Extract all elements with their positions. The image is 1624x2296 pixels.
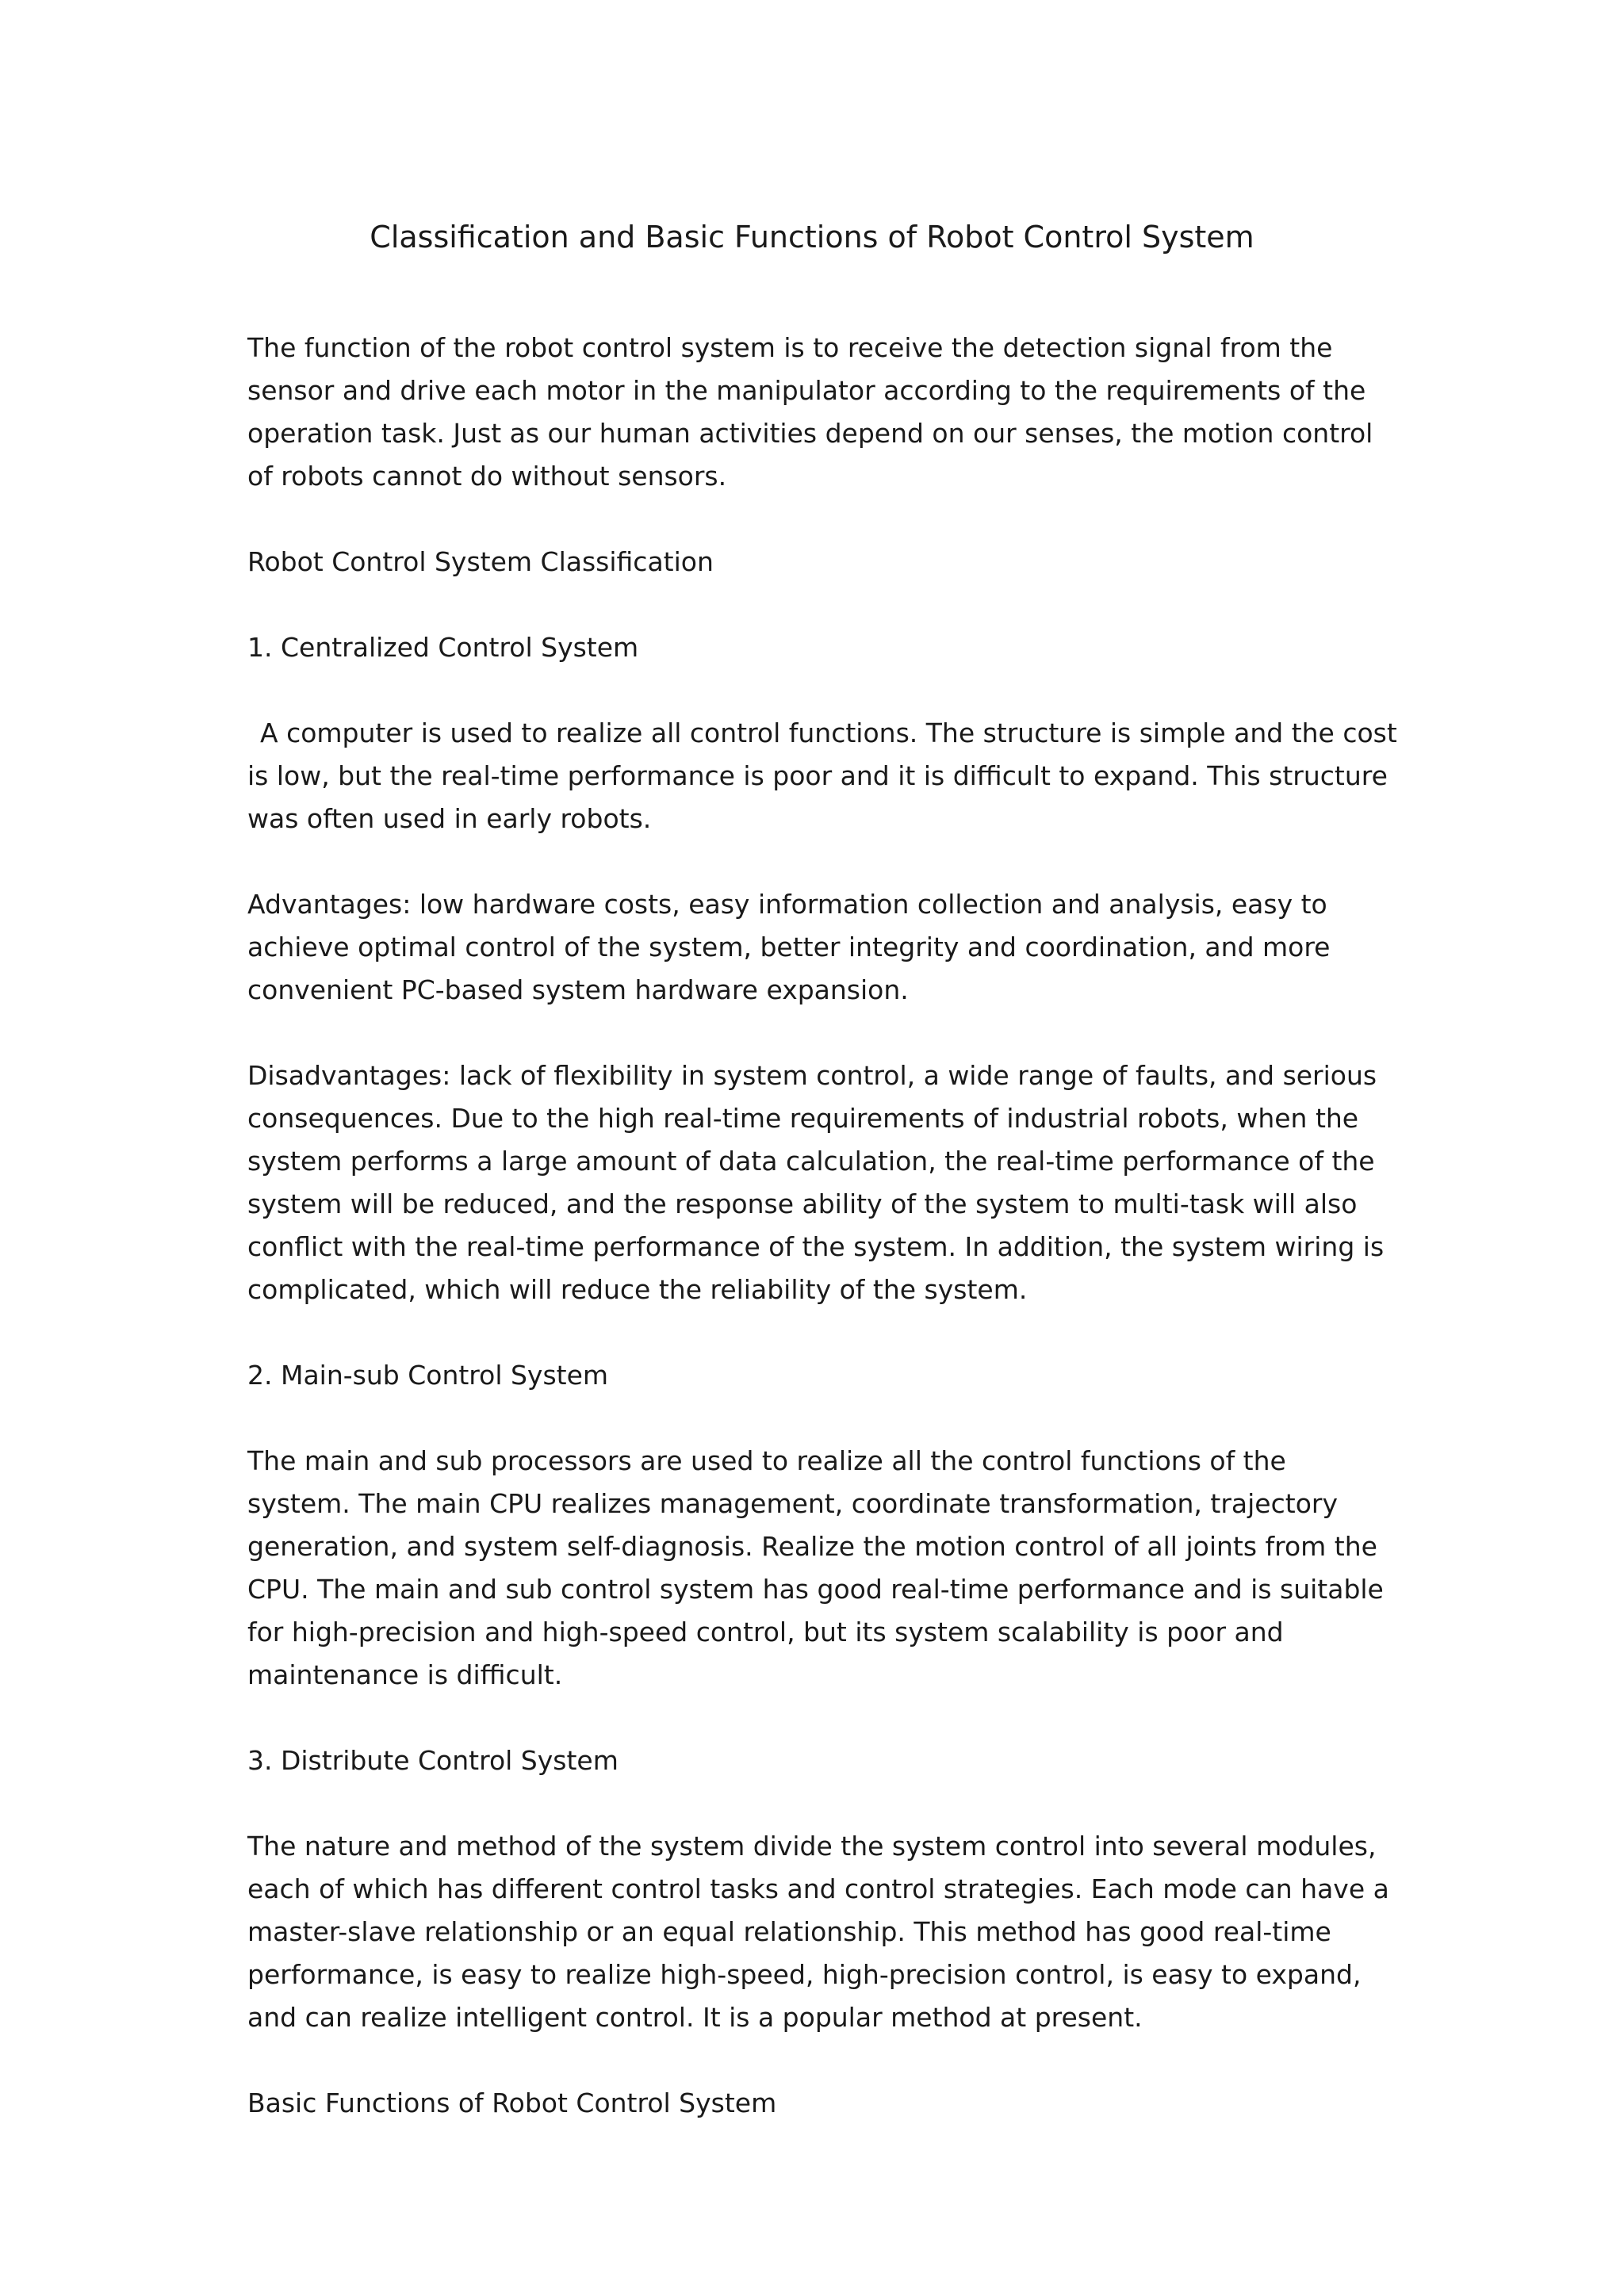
section-heading-basic-functions: Basic Functions of Robot Control System: [247, 2087, 777, 2118]
intro-paragraph: The function of the robot control system is to receive the detection signal from the sensor and drive each motor in the manipulator according to the requirements of the operation task. Just as our human activities depend on our senses, the motion control of robots cannot do without sensors.: [247, 332, 1373, 492]
section-heading-classification: Robot Control System Classification: [247, 546, 714, 577]
distribute-description: The nature and method of the system divide the system control into several modules, each of which has different control tasks and control strategies. Each mode can have a master-slave relationship or an equal relationship. This method has good real-time performance, is easy to realize high-speed, high-precision control, is easy to expand, and can realize intelligent control. It is a popular method at present.: [247, 1831, 1389, 2033]
centralized-advantages: Advantages: low hardware costs, easy information collection and analysis, easy to achieve optimal control of the system, better integrity and coordination, and more convenient PC-based system hardware expansion.: [247, 889, 1331, 1005]
subheading-distribute: 3. Distribute Control System: [247, 1745, 619, 1776]
subheading-main-sub: 2. Main-sub Control System: [247, 1360, 609, 1391]
centralized-description: A computer is used to realize all control functions. The structure is simple and the cost is low, but the real-time performance is poor and it is difficult to expand. This structure was often used in early robots.: [247, 718, 1397, 834]
document-title: Classification and Basic Functions of Robot Control System: [370, 220, 1254, 254]
main-sub-description: The main and sub processors are used to realize all the control functions of the system. The main CPU realizes management, coordinate transformation, trajectory generation, and system self-diagnosis. Realize the motion control of all joints from the CPU. The main and sub control system has good real-time performance and is suitable for high-precision and high-speed control, but its system scalability is poor and maintenance is difficult.: [247, 1445, 1384, 1690]
subheading-centralized: 1. Centralized Control System: [247, 632, 639, 663]
document-body: [247, 327, 1397, 2168]
centralized-disadvantages: Disadvantages: lack of flexibility in system control, a wide range of faults, and serious consequences. Due to the high real-time requirements of industrial robots, when the system performs a large amount of data calculation, the real-time performance of the system will be reduced, and the response ability of the system to multi-task will also conflict with the real-time performance of the system. In addition, the system wiring is complicated, which will reduce the reliability of the system.: [247, 1060, 1385, 1305]
